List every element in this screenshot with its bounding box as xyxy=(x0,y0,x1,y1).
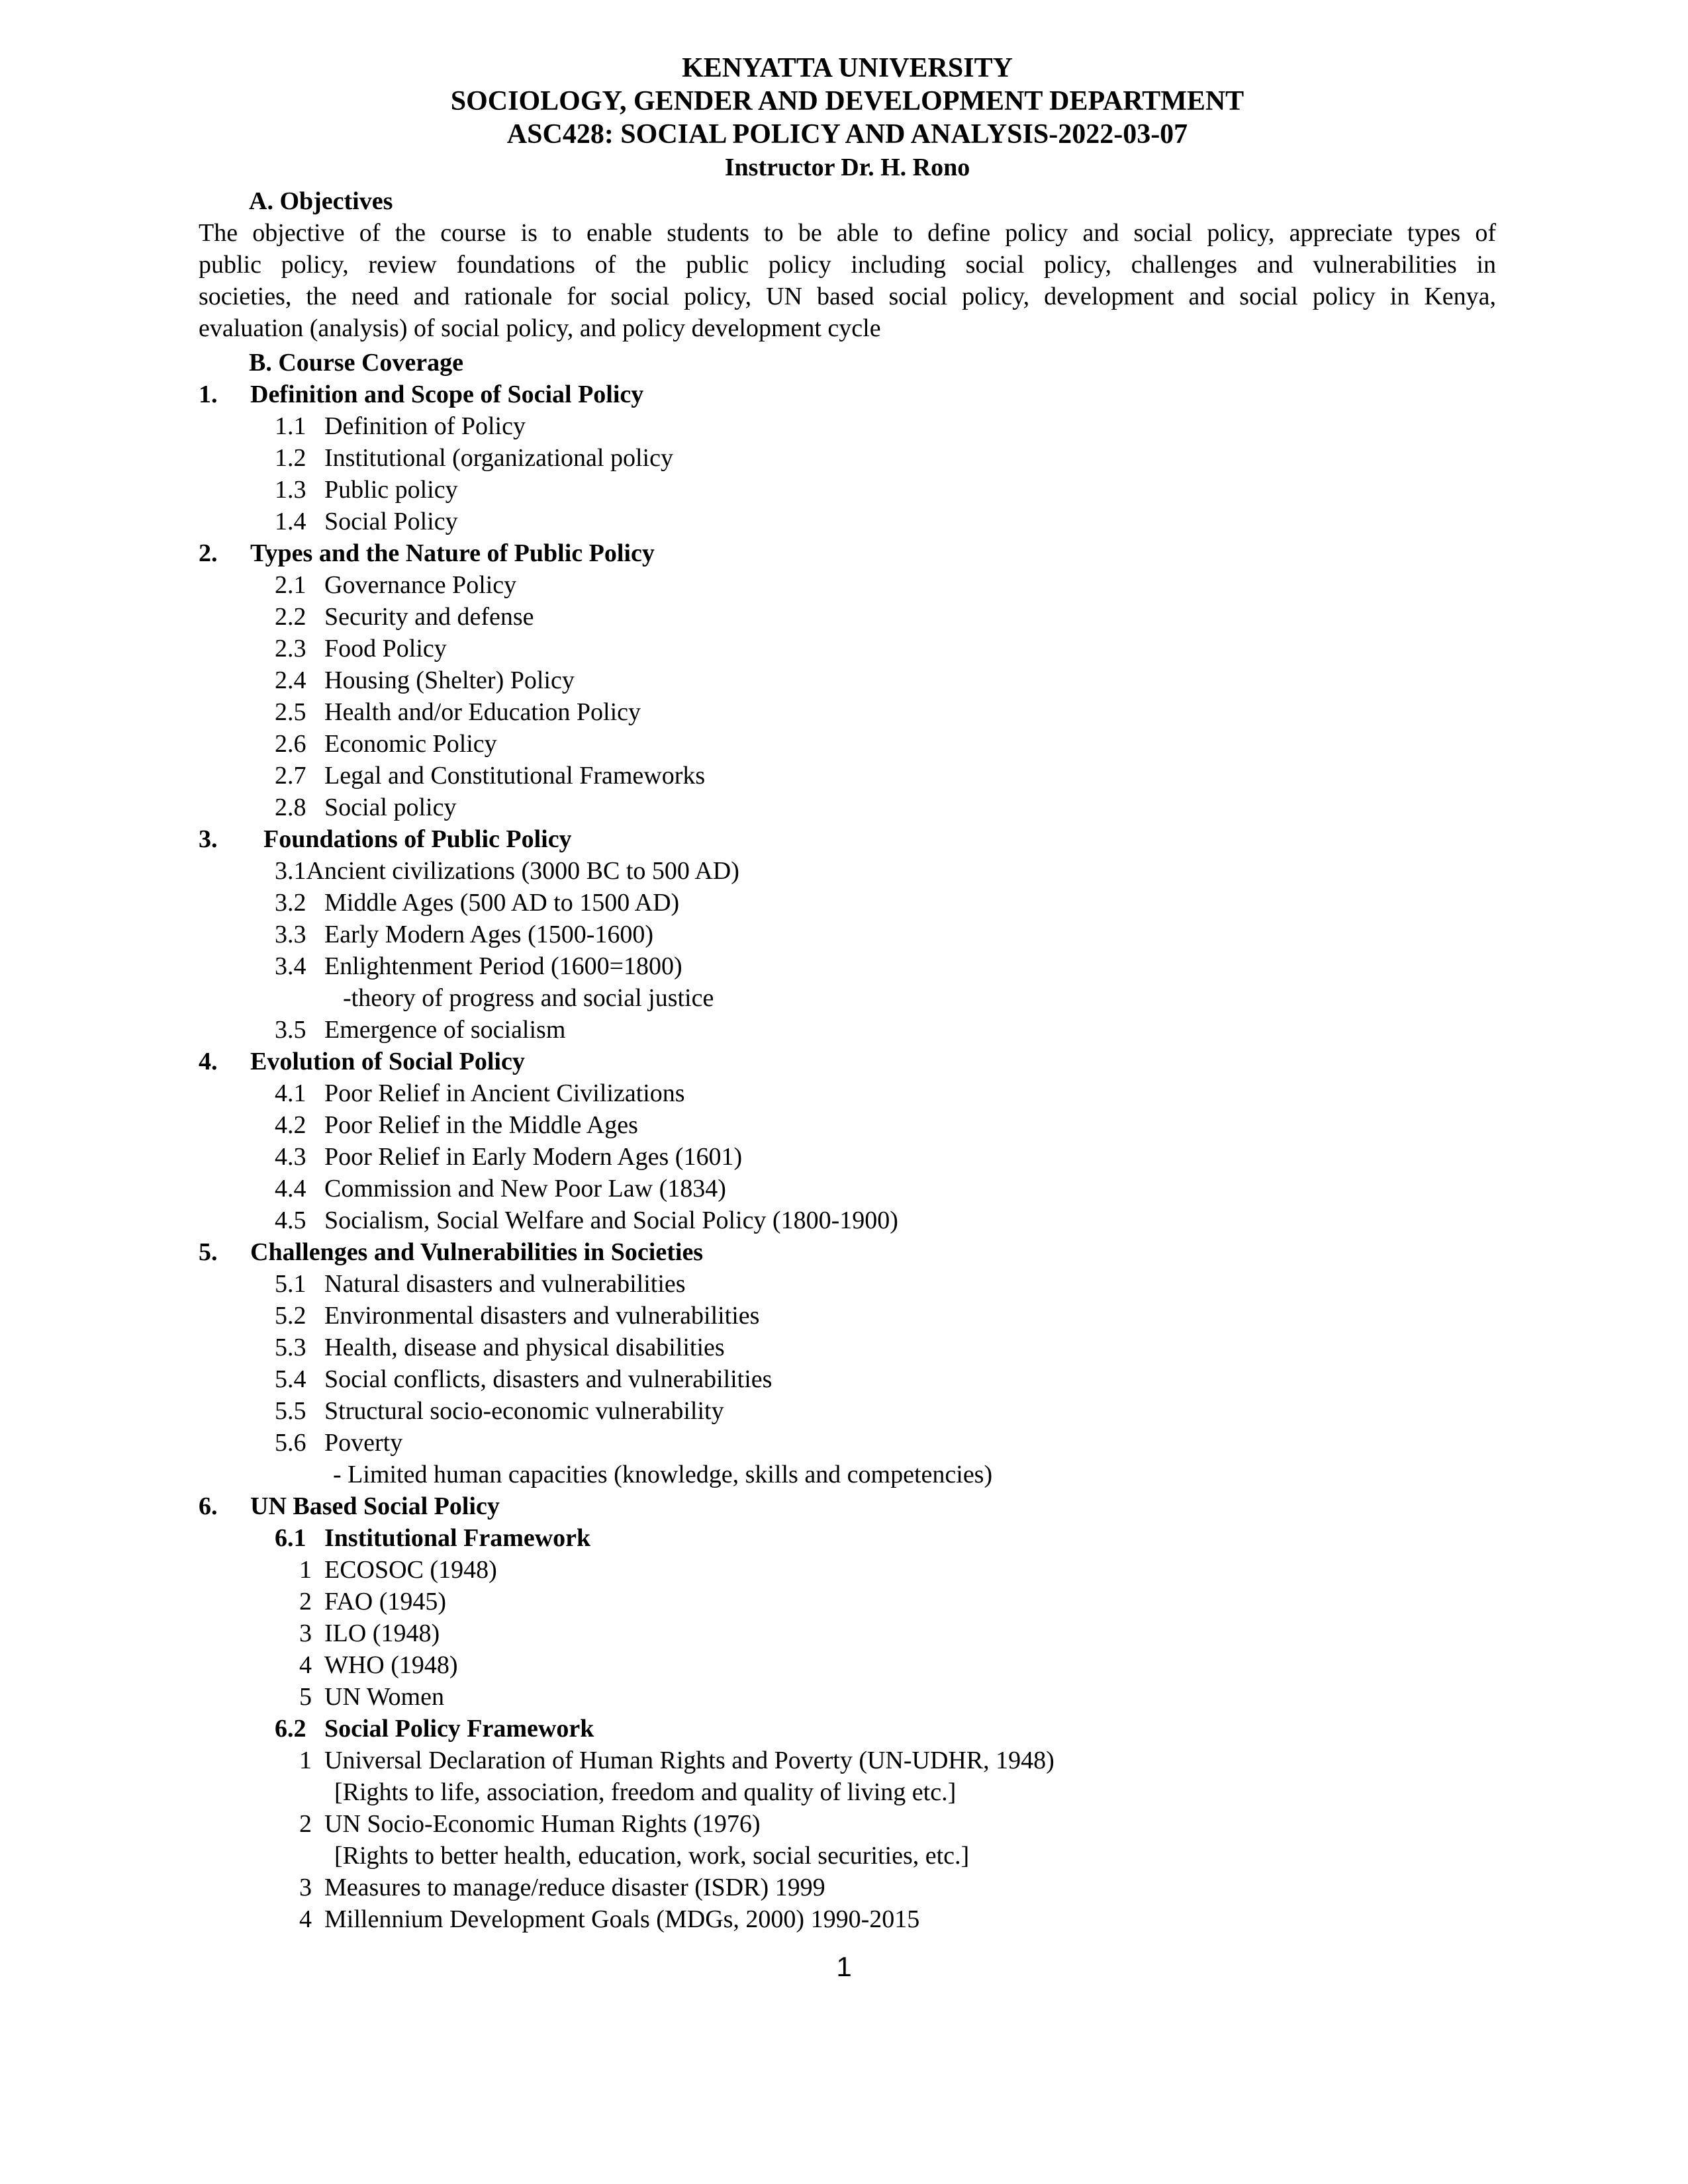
outline-item-text: - Limited human capacities (knowledge, skills and competencies) xyxy=(333,1461,993,1488)
outline-item-text: Food Policy xyxy=(324,635,447,662)
outline-item-text: Universal Declaration of Human Rights and Poverty (UN-UDHR, 1948) xyxy=(324,1747,1055,1774)
outline-row xyxy=(199,1840,1496,1872)
outline-item-number: 4.3 xyxy=(275,1143,306,1171)
outline-item-text: ILO (1948) xyxy=(324,1619,440,1647)
outline-item-text: Structural socio-economic vulnerability xyxy=(324,1397,724,1425)
page-number: 1 xyxy=(836,1951,852,1982)
outline-item-text: WHO (1948) xyxy=(324,1651,458,1679)
outline-item-text: Social conflicts, disasters and vulnerabilities xyxy=(324,1365,773,1393)
outline-item-number: 4.4 xyxy=(275,1175,306,1203)
outline-item-text: Measures to manage/reduce disaster (ISDR) 1999 xyxy=(324,1874,825,1901)
outline-item-text: [Rights to life, association, freedom and quality of living etc.] xyxy=(334,1778,957,1806)
outline-row xyxy=(199,442,1496,474)
course-coverage-heading: B. Course Coverage xyxy=(249,349,463,377)
outline-item-number: 6.2 xyxy=(275,1715,306,1743)
outline-row xyxy=(199,728,1496,760)
outline-item-text: Natural disasters and vulnerabilities xyxy=(324,1270,686,1298)
outline-item-number: 1. xyxy=(199,381,218,408)
outline-row xyxy=(199,1427,1496,1459)
outline-item-text: Socialism, Social Welfare and Social Policy (1800-1900) xyxy=(324,1206,898,1234)
outline-item-text: UN Women xyxy=(324,1683,444,1711)
outline-row xyxy=(199,1077,1496,1109)
outline-row xyxy=(199,1205,1496,1236)
outline-row xyxy=(199,760,1496,792)
outline-row xyxy=(199,982,1496,1014)
outline-row xyxy=(199,1522,1496,1554)
paragraph-line: evaluation (analysis) of social policy, and policy development cycle xyxy=(199,314,881,342)
outline-row xyxy=(199,1363,1496,1395)
outline-item-number: 6. xyxy=(199,1492,218,1520)
outline-row xyxy=(199,1046,1496,1077)
outline-item-text: Health and/or Education Policy xyxy=(324,698,641,726)
outline-row xyxy=(199,1713,1496,1745)
outline-row xyxy=(199,792,1496,823)
outline-item-text: Environmental disasters and vulnerabilities xyxy=(324,1302,760,1330)
outline-row xyxy=(199,1332,1496,1363)
outline-item-number: 5. xyxy=(199,1238,218,1266)
outline-row xyxy=(199,1014,1496,1046)
outline-item-number: 5.2 xyxy=(275,1302,306,1330)
outline-item-text: Poor Relief in the Middle Ages xyxy=(324,1111,638,1139)
outline-row xyxy=(199,823,1496,855)
course-title: ASC428: SOCIAL POLICY AND ANALYSIS-2022-03-07 xyxy=(506,119,1188,150)
outline-row xyxy=(199,1617,1496,1649)
outline-item-text: Social Policy xyxy=(324,508,458,535)
outline-item-text: UN Socio-Economic Human Rights (1976) xyxy=(324,1810,761,1838)
outline-item-number: 1.2 xyxy=(275,444,306,472)
outline-item-text: FAO (1945) xyxy=(324,1588,447,1615)
outline-item-text: Institutional (organizational policy xyxy=(324,444,673,472)
outline-row xyxy=(199,1109,1496,1141)
outline-item-text: Types and the Nature of Public Policy xyxy=(250,539,655,567)
outline-row xyxy=(199,1554,1496,1586)
outline-item-number: 4.2 xyxy=(275,1111,306,1139)
outline-item-text: Governance Policy xyxy=(324,571,517,599)
instructor-line: Instructor Dr. H. Rono xyxy=(724,154,970,181)
outline-item-number: 4 xyxy=(299,1651,312,1679)
outline-row xyxy=(199,887,1496,919)
outline-item-text: Housing (Shelter) Policy xyxy=(324,666,575,694)
outline-row xyxy=(199,569,1496,601)
outline-row xyxy=(199,474,1496,506)
outline-item-number: 3.2 xyxy=(275,889,306,917)
outline-row xyxy=(199,633,1496,664)
outline-row xyxy=(199,1586,1496,1617)
outline-item-text: ECOSOC (1948) xyxy=(324,1556,497,1584)
outline-item-number: 4. xyxy=(199,1048,218,1075)
outline-item-number: 3.1 xyxy=(275,857,306,885)
outline-item-text: Middle Ages (500 AD to 1500 AD) xyxy=(324,889,680,917)
outline-item-text: Definition of Policy xyxy=(324,412,526,440)
outline-row xyxy=(199,379,1496,410)
outline-row xyxy=(199,1268,1496,1300)
outline-item-number: 6.1 xyxy=(275,1524,306,1552)
outline-row xyxy=(199,506,1496,537)
outline-item-number: 3.3 xyxy=(275,921,306,948)
outline-item-number: 1 xyxy=(299,1556,312,1584)
outline-item-number: 2.1 xyxy=(275,571,306,599)
course-outline xyxy=(199,379,1496,1935)
outline-item-number: 3. xyxy=(199,825,218,853)
outline-item-number: 2 xyxy=(299,1810,312,1838)
outline-item-number: 2.5 xyxy=(275,698,306,726)
outline-item-text: Health, disease and physical disabilities xyxy=(324,1334,725,1361)
paragraph-line: public policy, review foundations of the public policy including social policy, challenges and vulnerabilities in xyxy=(199,251,1496,279)
outline-item-number: 2.6 xyxy=(275,730,306,758)
outline-item-number: 5.5 xyxy=(275,1397,306,1425)
outline-item-number: 1.4 xyxy=(275,508,306,535)
outline-item-number: 1.3 xyxy=(275,476,306,504)
outline-item-text: Foundations of Public Policy xyxy=(263,825,572,853)
outline-row xyxy=(199,855,1496,887)
outline-row xyxy=(199,919,1496,950)
department-title: SOCIOLOGY, GENDER AND DEVELOPMENT DEPARTMENT xyxy=(450,86,1244,116)
outline-item-number: 5.4 xyxy=(275,1365,306,1393)
objectives-paragraph xyxy=(199,217,1496,344)
outline-item-text: Poverty xyxy=(324,1429,403,1457)
outline-item-number: 2.3 xyxy=(275,635,306,662)
document-content xyxy=(199,52,1496,1935)
outline-item-number: 2. xyxy=(199,539,218,567)
outline-item-text: Emergence of socialism xyxy=(324,1016,566,1044)
outline-row xyxy=(199,696,1496,728)
outline-item-number: 5.6 xyxy=(275,1429,306,1457)
outline-item-text: Public policy xyxy=(324,476,458,504)
outline-item-number: 3 xyxy=(299,1874,312,1901)
outline-item-text: Commission and New Poor Law (1834) xyxy=(324,1175,726,1203)
outline-row xyxy=(199,1649,1496,1681)
outline-item-number: 4.1 xyxy=(275,1079,306,1107)
outline-item-number: 1 xyxy=(299,1747,312,1774)
outline-item-number: 2.2 xyxy=(275,603,306,631)
outline-item-text: [Rights to better health, education, work, social securities, etc.] xyxy=(334,1842,970,1870)
outline-row xyxy=(199,410,1496,442)
outline-item-text: Social Policy Framework xyxy=(324,1715,594,1743)
outline-row xyxy=(199,601,1496,633)
outline-row xyxy=(199,1776,1496,1808)
objectives-heading: A. Objectives xyxy=(249,187,393,215)
outline-item-text: Millennium Development Goals (MDGs, 2000) 1990-2015 xyxy=(324,1905,920,1933)
outline-item-number: 5.1 xyxy=(275,1270,306,1298)
outline-item-number: 4 xyxy=(299,1905,312,1933)
outline-row xyxy=(199,1808,1496,1840)
outline-item-text: Poor Relief in Ancient Civilizations xyxy=(324,1079,685,1107)
document-header xyxy=(199,52,1496,184)
outline-item-text: Institutional Framework xyxy=(324,1524,591,1552)
outline-row xyxy=(199,1141,1496,1173)
outline-row xyxy=(199,1300,1496,1332)
university-title: KENYATTA UNIVERSITY xyxy=(682,53,1013,83)
outline-item-text: Challenges and Vulnerabilities in Societies xyxy=(250,1238,704,1266)
outline-item-number: 2 xyxy=(299,1588,312,1615)
outline-item-text: Economic Policy xyxy=(324,730,497,758)
outline-item-text: Security and defense xyxy=(324,603,534,631)
outline-item-text: Early Modern Ages (1500-1600) xyxy=(324,921,654,948)
outline-item-number: 3.4 xyxy=(275,952,306,980)
outline-row xyxy=(199,1490,1496,1522)
outline-row xyxy=(199,1236,1496,1268)
outline-row xyxy=(199,537,1496,569)
paragraph-line: The objective of the course is to enable students to be able to define policy and social policy, appreciate types of xyxy=(199,219,1496,247)
outline-row xyxy=(199,1395,1496,1427)
outline-item-number: 2.4 xyxy=(275,666,306,694)
outline-item-text: UN Based Social Policy xyxy=(250,1492,500,1520)
outline-item-number: 3 xyxy=(299,1619,312,1647)
outline-item-number: 4.5 xyxy=(275,1206,306,1234)
outline-row xyxy=(199,664,1496,696)
outline-row xyxy=(199,1903,1496,1935)
outline-item-text: Social policy xyxy=(324,794,457,821)
outline-item-number: 5 xyxy=(299,1683,312,1711)
outline-item-text: Evolution of Social Policy xyxy=(250,1048,525,1075)
outline-row xyxy=(199,950,1496,982)
outline-item-number: 5.3 xyxy=(275,1334,306,1361)
outline-item-text: Enlightenment Period (1600=1800) xyxy=(324,952,682,980)
outline-item-text: -theory of progress and social justice xyxy=(343,984,714,1012)
outline-item-text: Poor Relief in Early Modern Ages (1601) xyxy=(324,1143,743,1171)
outline-row xyxy=(199,1459,1496,1490)
outline-row xyxy=(199,1872,1496,1903)
paragraph-line: societies, the need and rationale for social policy, UN based social policy, development and social policy in Kenya, xyxy=(199,283,1496,310)
outline-item-number: 2.7 xyxy=(275,762,306,790)
outline-row xyxy=(199,1745,1496,1776)
outline-row xyxy=(199,1681,1496,1713)
outline-item-text: Definition and Scope of Social Policy xyxy=(250,381,644,408)
outline-item-number: 3.5 xyxy=(275,1016,306,1044)
outline-item-text: Legal and Constitutional Frameworks xyxy=(324,762,706,790)
outline-item-number: 2.8 xyxy=(275,794,306,821)
outline-item-text: Ancient civilizations (3000 BC to 500 AD) xyxy=(306,857,739,885)
outline-row xyxy=(199,1173,1496,1205)
outline-item-number: 1.1 xyxy=(275,412,306,440)
